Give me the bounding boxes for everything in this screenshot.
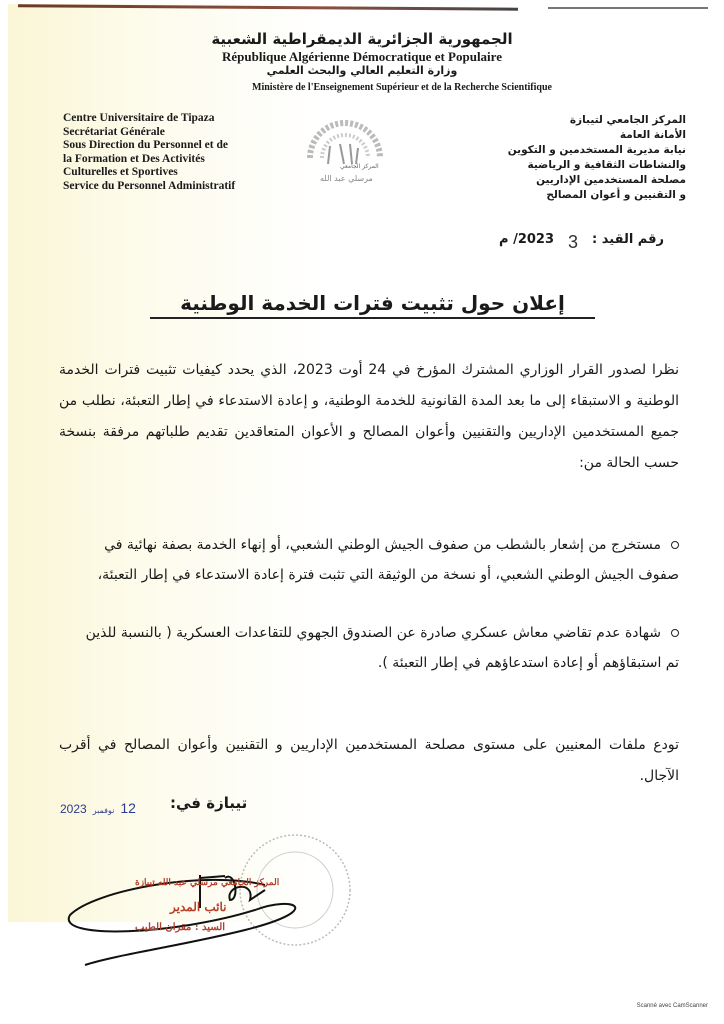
institution-line-ar: نيابة مديرية المستخدمين و التكوين — [507, 144, 686, 156]
date-stamp — [60, 800, 136, 816]
ministry-name-ar: وزارة التعليم العالي والبحث العلمي — [266, 64, 458, 77]
university-logo-icon — [300, 118, 390, 193]
list-item — [69, 530, 679, 590]
logo-name: مرسلي عبد الله — [320, 174, 373, 183]
institution-line: Service du Personnel Administratif — [63, 179, 236, 192]
scan-edge-line — [548, 7, 708, 9]
country-name-ar: الجمهورية الجزائرية الديمقراطية الشعبية — [211, 30, 513, 48]
institution-line: Secrétariat Générale — [63, 125, 165, 138]
date-stamp-month: نوفمبر — [92, 806, 115, 815]
ministry-name-fr: Ministère de l'Enseignement Supérieur et de la Recherche Scientifique — [252, 82, 552, 93]
country-name-fr: République Algérienne Démocratique et Populaire — [222, 49, 502, 64]
reference-label: رقم القيد : — [592, 232, 664, 247]
date-stamp-year: 2023 — [60, 802, 87, 816]
institution-line-ar: و التقنيين و أعوان المصالح — [546, 189, 686, 201]
institution-line-ar: الأمانة العامة — [619, 129, 686, 141]
scan-edge-line — [18, 4, 518, 10]
list-item — [69, 618, 679, 678]
scanner-watermark: Scanné avec CamScanner — [636, 1003, 708, 1009]
intro-paragraph: نظرا لصدور القرار الوزاري المشترك المؤرخ في 24 أوت 2023، الذي يحدد كيفيات تثبيت فترات الخدمة الوطنية و الاستبقاء إلى ما بعد المدة القانونية للخدمة الوطنية، و إعادة الاستدعاء في إطار التعبئة، نطلب من جميع المستخدمين الإداريين والتقنيين وأعوان المصالح و الأعوان المتعاقدين تقديم طلباتهم مرفقة بنسخة حسب الحالة من: — [59, 362, 679, 471]
reference-handwritten-number: 3 — [568, 232, 579, 252]
closing-paragraph: تودع ملفات المعنيين على مستوى مصلحة المستخدمين الإداريين و التقنيين وأعوان المصالح في أقرب الآجال. — [59, 737, 679, 784]
signature-area — [55, 830, 355, 970]
institution-block-fr — [63, 112, 235, 193]
logo-label: المركز الجامعي — [340, 163, 379, 170]
date-stamp-day: 12 — [120, 800, 136, 816]
stamp-line-3: السيد : مقران الطيب — [135, 922, 226, 933]
announcement-title: إعلان حول تثبيت فترات الخدمة الوطنية — [150, 291, 595, 319]
stamp-line-1: المركز الجامعي مرسلي عبد الله تيبازة — [135, 878, 280, 888]
institution-line-ar: مصلحة المستخدمين الإداريين — [536, 174, 686, 186]
institution-line-ar: المركز الجامعي لتيبازة — [569, 114, 686, 126]
institution-line-ar: والنشاطات الثقافية و الرياضية — [527, 159, 686, 171]
list-item-text: مستخرج من إشعار بالشطب من صفوف الجيش الوطني الشعبي، أو إنهاء الخدمة بصفة نهائية في صفوف الجيش الوطني الشعبي، أو نسخة من الوثيقة التي تثبت فترة إعادة الاستدعاء في إطار التعبئة، — [97, 537, 679, 583]
reference-number — [499, 232, 664, 253]
institution-line: Centre Universitaire de Tipaza — [63, 112, 215, 124]
list-item-text: شهادة عدم تقاضي معاش عسكري صادرة عن الصندوق الجهوي للتقاعدات العسكرية ( بالنسبة للذين تم استبقاؤهم أو إعادة استدعاؤهم في إطار التعبئة ). — [85, 625, 679, 671]
institution-line: la Formation et Des Activités — [63, 152, 205, 165]
bullet-icon — [671, 541, 679, 549]
bullet-icon — [671, 629, 679, 637]
institution-line: Sous Direction du Personnel et de — [63, 139, 228, 151]
stamp-line-2: نائب المدير — [170, 900, 227, 914]
institution-line: Culturelles et Sportives — [63, 166, 178, 178]
reference-suffix: 2023/ م — [499, 232, 555, 247]
place-label: تيبازة في: — [170, 794, 248, 812]
institution-block-ar — [486, 113, 686, 203]
